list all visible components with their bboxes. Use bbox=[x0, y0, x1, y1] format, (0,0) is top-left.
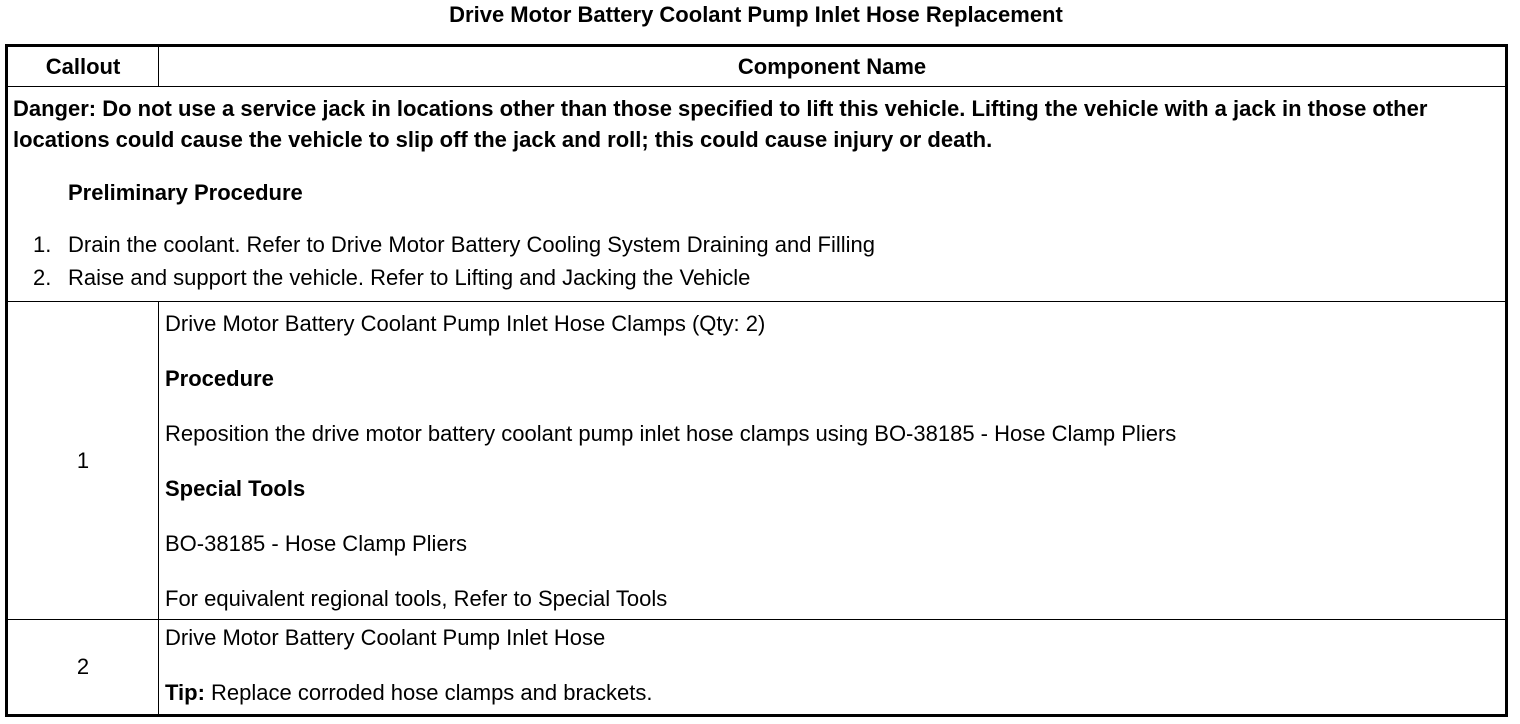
intro-row bbox=[7, 87, 1507, 302]
special-tool-item: BO-38185 - Hose Clamp Pliers bbox=[165, 531, 468, 556]
callout-header: Callout bbox=[7, 46, 159, 87]
step-number: 1. bbox=[33, 232, 52, 257]
step-text: Drain the coolant. Refer to Drive Motor Battery Cooling System Draining and Filling bbox=[68, 232, 876, 257]
intro-cell bbox=[7, 87, 1507, 302]
component-name: Drive Motor Battery Coolant Pump Inlet Hose bbox=[165, 625, 606, 650]
table-row bbox=[7, 302, 1507, 620]
component-name-header: Component Name bbox=[159, 46, 1507, 87]
component-name: Drive Motor Battery Coolant Pump Inlet Hose Clamps (Qty: 2) bbox=[165, 311, 766, 336]
special-tools-heading: Special Tools bbox=[165, 476, 306, 501]
procedure-heading: Procedure bbox=[165, 366, 274, 391]
preliminary-procedure-heading: Preliminary Procedure bbox=[68, 180, 303, 205]
header-row bbox=[7, 46, 1507, 87]
list-item bbox=[13, 228, 1497, 261]
step-number: 2. bbox=[33, 265, 52, 290]
preliminary-steps bbox=[13, 228, 1497, 294]
procedure-text: Reposition the drive motor battery coolant pump inlet hose clamps using BO-38185 - Hose Clamp Pliers bbox=[165, 421, 1177, 446]
component-detail bbox=[159, 620, 1507, 716]
document-title: Drive Motor Battery Coolant Pump Inlet Hose Replacement bbox=[449, 2, 1063, 27]
callout-number: 1 bbox=[7, 302, 159, 620]
tip-text: Replace corroded hose clamps and brackets. bbox=[204, 680, 653, 705]
list-item bbox=[13, 261, 1497, 294]
component-detail bbox=[159, 302, 1507, 620]
tip-label: Tip: bbox=[165, 680, 205, 705]
tip bbox=[165, 680, 1497, 706]
table-row bbox=[7, 620, 1507, 716]
callout-number: 2 bbox=[7, 620, 159, 716]
danger-warning: Danger: Do not use a service jack in locations other than those specified to lift this vehicle. Lifting the vehicle with a jack in those other locations could cause the vehicle to slip off the jack and roll; this could cause injury or death. bbox=[13, 96, 1428, 152]
step-text: Raise and support the vehicle. Refer to Lifting and Jacking the Vehicle bbox=[68, 265, 751, 290]
procedure-table bbox=[5, 44, 1508, 717]
special-tools-note: For equivalent regional tools, Refer to Special Tools bbox=[165, 586, 668, 611]
